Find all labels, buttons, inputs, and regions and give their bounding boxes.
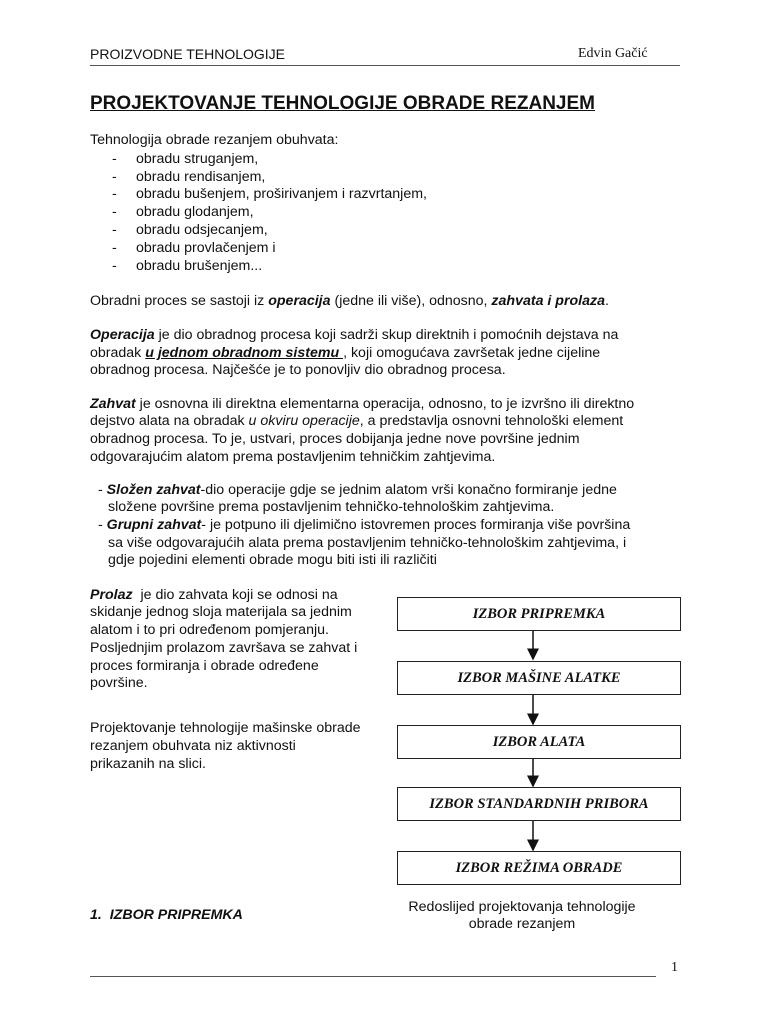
section-heading: 1. IZBOR PRIPREMKA (90, 907, 243, 923)
text-run: , a predstavlja osnovni tehnološki element (359, 413, 624, 429)
list-marker: - (112, 169, 117, 185)
emphasis-okvir-operacije: u okviru operacije (248, 413, 360, 429)
paragraph-prolaz-line-2: skidanje jednog sloja materijala sa jednim (90, 604, 352, 620)
flow-step-izbor-masine-alatke: IZBOR MAŠINE ALATKE (397, 661, 681, 695)
running-header-title: PROIZVODNE TEHNOLOGIJE (90, 46, 285, 62)
flow-step-izbor-pripremka: IZBOR PRIPREMKA (397, 597, 681, 631)
term-operacija: operacija (268, 293, 331, 309)
flow-step-izbor-standardnih-pribora: IZBOR STANDARDNIH PRIBORA (397, 787, 681, 821)
list-marker: - (112, 258, 117, 274)
paragraph-prolaz-line-3: alatom i to pri određenom pomjeranju. (90, 622, 329, 638)
paragraph-operacija-line-3: obradnog procesa. Najčešće je to ponovljiv dio obradnog procesa. (90, 362, 506, 378)
list-item: obradu glodanjem, (136, 204, 254, 220)
paragraph-prolaz-line-4: Posljednjim prolazom završava se zahvat i (90, 640, 358, 656)
footer-divider (90, 976, 656, 977)
paragraph-projektovanje-line-3: prikazanih na slici. (90, 756, 206, 772)
figure-caption: Redoslijed projektovanja tehnologije obrade rezanjem (408, 899, 636, 933)
bullet-grupni-zahvat-cont: sa više odgovarajućih alata prema postavljenim tehničko-tehnološkim zahtjevima, i (108, 535, 627, 551)
list-marker: - (112, 240, 117, 256)
list-item: obradu rendisanjem, (136, 169, 266, 185)
flow-step-izbor-rezima-obrade: IZBOR REŽIMA OBRADE (397, 851, 681, 885)
text-run: obradak (90, 345, 146, 361)
paragraph-prolaz-line-6: površine. (90, 675, 148, 691)
text-run: , koji omogućava završetak jedne cijeline (343, 345, 601, 361)
text-run: - je potpuno ili djelimično istovremen proces formiranja više površina (201, 517, 631, 533)
list-item: obradu struganjem, (136, 151, 259, 167)
paragraph-projektovanje-line-1: Projektovanje tehnologije mašinske obrade (90, 720, 361, 736)
list-marker: - (112, 222, 117, 238)
term-prolaz: Prolaz (90, 587, 133, 603)
term-zahvat: Zahvat (90, 396, 136, 412)
text-run: dejstvo alata na obradak (90, 413, 249, 429)
bullet-dash: - (98, 517, 107, 533)
list-marker: - (112, 186, 117, 202)
term-operacija: Operacija (90, 327, 155, 343)
intro-text: Tehnologija obrade rezanjem obuhvata: (90, 132, 339, 148)
flow-step-izbor-alata: IZBOR ALATA (397, 725, 681, 759)
list-item: obradu brušenjem... (136, 258, 263, 274)
list-item: obradu odsjecanjem, (136, 222, 268, 238)
term-slozen-zahvat: Složen zahvat (106, 482, 201, 498)
paragraph-zahvat-line-4: odgovarajućim alatom prema postavljenim tehničkim zahtjevima. (90, 449, 496, 465)
list-marker: - (112, 151, 117, 167)
text-run: je dio obradnog procesa koji sadrži skup direktnih i pomoćnih dejstava na (154, 327, 619, 343)
running-header-author: Edvin Gačić (578, 46, 648, 61)
paragraph-projektovanje-line-2: rezanjem obuhvata niz aktivnosti (90, 738, 296, 754)
text-run: Obradni proces se sastoji iz (90, 293, 269, 309)
text-run: je osnovna ili direktna elementarna operacija, odnosno, to je izvršno ili direktno (135, 396, 635, 412)
paragraph-prolaz-line-5: proces formiranja i obrade određene (90, 658, 319, 674)
bullet-slozen-zahvat-cont: složene površine prema postavljenim tehničko-tehnološkim zahtjevima. (108, 499, 555, 515)
page-number: 1 (671, 960, 678, 975)
paragraph-zahvat-line-3: obradnog procesa. To je, ustvari, proces dobijanja jedne nove površine jednim (90, 431, 580, 447)
list-marker: - (112, 204, 117, 220)
text-run: je dio zahvata koji se odnosi na (132, 587, 338, 603)
bullet-grupni-zahvat-cont: gdje pojedini elementi obrade mogu biti isti ili različiti (108, 552, 437, 568)
emphasis-obradni-sistem: u jednom obradnom sistemu (145, 345, 344, 361)
text-run: (jedne ili više), odnosno, (330, 293, 492, 309)
text-run: . (604, 293, 609, 309)
page-title: PROJEKTOVANJE TEHNOLOGIJE OBRADE REZANJEM (90, 93, 595, 114)
bullet-dash: - (98, 482, 107, 498)
term-grupni-zahvat: Grupni zahvat (106, 517, 202, 533)
list-item: obradu bušenjem, proširivanjem i razvrtanjem, (136, 186, 427, 202)
text-run: -dio operacije gdje se jednim alatom vrši konačno formiranje jedne (200, 482, 617, 498)
list-item: obradu provlačenjem i (136, 240, 276, 256)
term-zahvata-prolaza: zahvata i prolaza (491, 293, 605, 309)
